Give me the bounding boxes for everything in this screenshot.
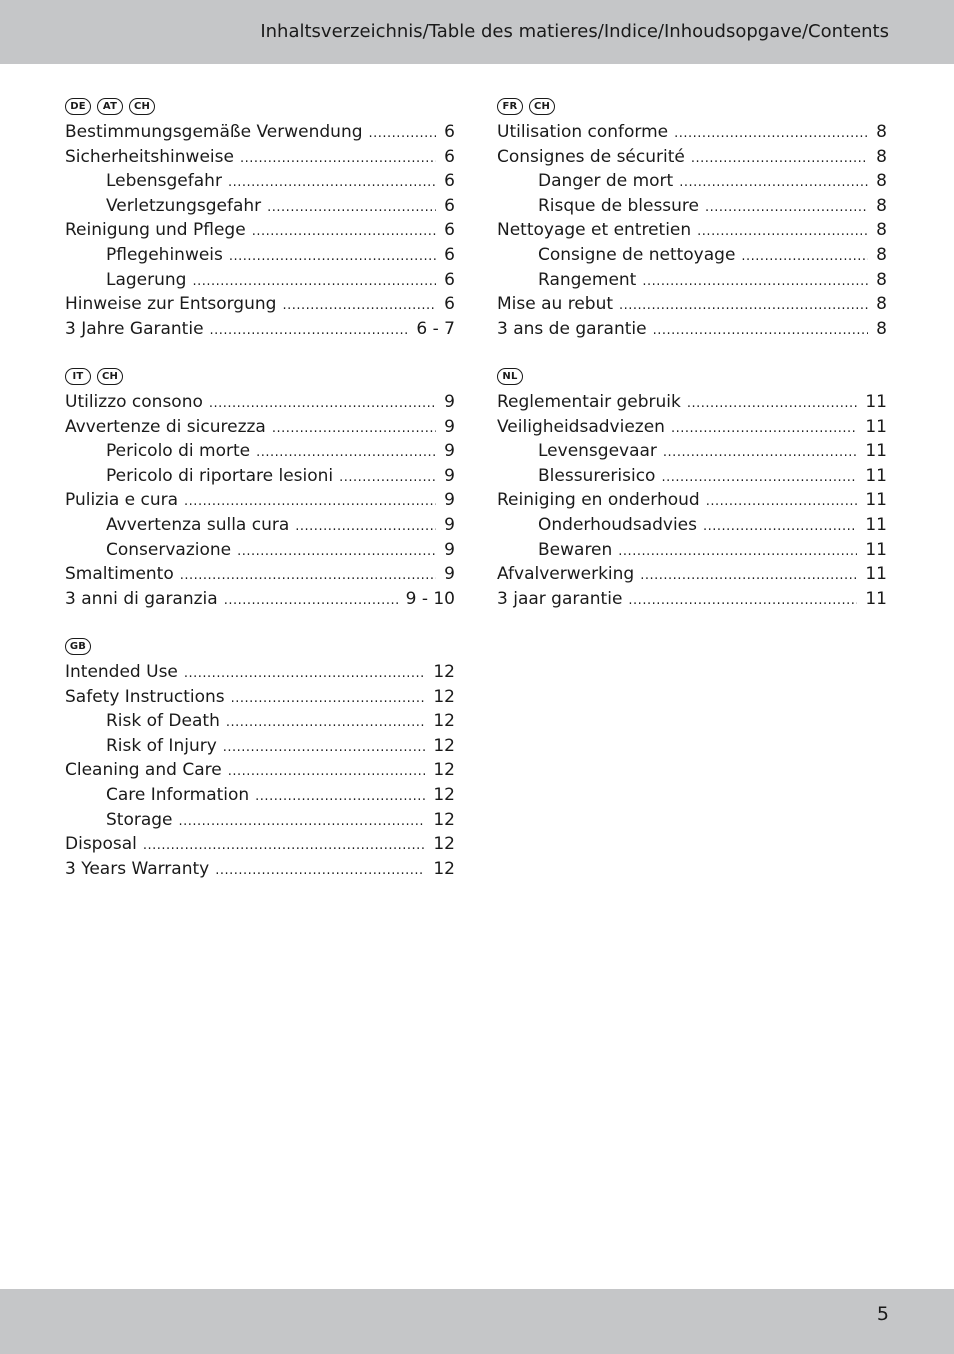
toc-entry-title: Disposal bbox=[65, 834, 137, 855]
toc-entry-title: Blessurerisico bbox=[538, 465, 656, 486]
toc-entry bbox=[497, 218, 887, 243]
toc-entry-title: Safety Instructions bbox=[65, 686, 225, 707]
toc-entry-page: 12 bbox=[433, 858, 455, 879]
language-badge-nl: NL bbox=[497, 368, 523, 385]
toc-entry-page: 12 bbox=[433, 760, 455, 781]
toc-section-fr bbox=[497, 94, 887, 341]
language-badges bbox=[497, 364, 887, 388]
language-badge-de: DE bbox=[65, 98, 91, 115]
toc-entry-page: 11 bbox=[865, 392, 887, 412]
toc-entry-title: Conservazione bbox=[106, 539, 232, 560]
toc-entry bbox=[497, 390, 887, 415]
toc-entry-page: 8 bbox=[876, 269, 887, 290]
toc-entry-page: 12 bbox=[433, 711, 455, 732]
toc-dot-leader bbox=[240, 147, 436, 172]
toc-entry bbox=[497, 513, 887, 538]
toc-entry-title: 3 Years Warranty bbox=[65, 858, 210, 879]
toc-entries bbox=[497, 120, 887, 341]
toc-entry bbox=[497, 243, 887, 268]
toc-dot-leader bbox=[228, 760, 426, 785]
toc-dot-leader bbox=[223, 736, 426, 761]
language-badge-at: AT bbox=[97, 98, 123, 115]
toc-dot-leader bbox=[619, 294, 868, 319]
toc-dot-leader bbox=[192, 270, 436, 295]
toc-entry bbox=[65, 488, 455, 513]
toc-dot-leader bbox=[640, 564, 857, 589]
toc-entry-title: Smaltimento bbox=[65, 564, 174, 585]
toc-entry-title: Pflegehinweis bbox=[106, 244, 223, 265]
toc-entry-page: 6 - 7 bbox=[416, 318, 455, 339]
toc-dot-leader bbox=[179, 810, 426, 835]
toc-entry-page: 8 bbox=[876, 171, 887, 192]
toc-dot-leader bbox=[687, 392, 858, 417]
language-badge-it: IT bbox=[65, 368, 91, 385]
toc-entry-title: Consigne de nettoyage bbox=[538, 244, 736, 265]
toc-entry bbox=[65, 685, 455, 710]
toc-entry-title: 3 jaar garantie bbox=[497, 588, 623, 609]
toc-entry-title: Storage bbox=[106, 809, 173, 830]
toc-entries bbox=[65, 390, 455, 611]
toc-entry bbox=[497, 292, 887, 317]
toc-entry-page: 6 bbox=[444, 294, 455, 315]
toc-entry bbox=[65, 169, 455, 194]
toc-entry bbox=[497, 538, 887, 563]
toc-entry-page: 12 bbox=[433, 686, 455, 707]
toc-dot-leader bbox=[184, 490, 436, 515]
language-badges bbox=[65, 634, 455, 658]
toc-entry bbox=[497, 169, 887, 194]
toc-entry-page: 9 bbox=[444, 465, 455, 486]
toc-section-nl bbox=[497, 364, 887, 611]
toc-entry-title: Rangement bbox=[538, 269, 637, 290]
toc-entries bbox=[65, 120, 455, 341]
toc-entry-page: 8 bbox=[876, 122, 887, 142]
toc-entry bbox=[65, 832, 455, 857]
toc-entry bbox=[497, 488, 887, 513]
toc-entry-page: 8 bbox=[876, 146, 887, 167]
toc-entry bbox=[497, 268, 887, 293]
toc-entry-title: Intended Use bbox=[65, 662, 178, 682]
toc-entry-title: Utilizzo consono bbox=[65, 392, 203, 412]
toc-dot-leader bbox=[224, 589, 398, 614]
toc-entry-title: Consignes de sécurité bbox=[497, 146, 685, 167]
toc-dot-leader bbox=[703, 515, 857, 540]
toc-entry-title: Levensgevaar bbox=[538, 441, 657, 462]
toc-dot-leader bbox=[252, 220, 436, 245]
toc-entry-page: 8 bbox=[876, 244, 887, 265]
toc-entry bbox=[65, 390, 455, 415]
toc-entry-page: 6 bbox=[444, 195, 455, 216]
toc-dot-leader bbox=[706, 490, 858, 515]
toc-dot-leader bbox=[295, 515, 436, 540]
language-badge-ch: CH bbox=[97, 368, 123, 385]
toc-entry-title: Sicherheitshinweise bbox=[65, 146, 234, 167]
toc-entry-page: 6 bbox=[444, 220, 455, 241]
toc-entry-title: Utilisation conforme bbox=[497, 122, 669, 142]
toc-entry bbox=[497, 317, 887, 342]
toc-entry-title: Avvertenze di sicurezza bbox=[65, 416, 266, 437]
toc-entry-page: 9 bbox=[444, 539, 455, 560]
toc-entry-title: Pericolo di riportare lesioni bbox=[106, 465, 334, 486]
toc-section-de bbox=[65, 94, 455, 341]
toc-dot-leader bbox=[210, 319, 409, 344]
toc-entry-page: 9 bbox=[444, 514, 455, 535]
toc-entry bbox=[65, 317, 455, 342]
toc-entry bbox=[65, 734, 455, 759]
toc-dot-leader bbox=[741, 245, 868, 270]
toc-entries bbox=[65, 660, 455, 881]
toc-entry-title: Afvalverwerking bbox=[497, 564, 635, 585]
toc-entries bbox=[497, 390, 887, 611]
toc-entry bbox=[65, 145, 455, 170]
toc-entry-title: 3 ans de garantie bbox=[497, 318, 647, 339]
toc-dot-leader bbox=[229, 245, 436, 270]
toc-dot-leader bbox=[272, 417, 436, 442]
toc-entry-page: 11 bbox=[865, 564, 887, 585]
toc-entry-title: Reinigung und Pflege bbox=[65, 220, 246, 241]
toc-entry-title: Pericolo di morte bbox=[106, 441, 251, 462]
toc-entry-page: 6 bbox=[444, 269, 455, 290]
toc-entry-page: 6 bbox=[444, 122, 455, 142]
header-title: Inhaltsverzeichnis/Table des matieres/Indice/Inhoudsopgave/Contents bbox=[260, 21, 889, 42]
toc-entry bbox=[65, 194, 455, 219]
toc-entry-page: 12 bbox=[433, 809, 455, 830]
toc-entry bbox=[65, 562, 455, 587]
toc-entry-page: 9 bbox=[444, 490, 455, 511]
toc-entry bbox=[497, 145, 887, 170]
toc-entry-page: 8 bbox=[876, 294, 887, 315]
language-badge-fr: FR bbox=[497, 98, 523, 115]
toc-entry bbox=[497, 587, 887, 612]
toc-entry bbox=[65, 218, 455, 243]
toc-dot-leader bbox=[691, 147, 868, 172]
toc-entry bbox=[65, 660, 455, 685]
page-header bbox=[0, 0, 954, 64]
toc-dot-leader bbox=[618, 540, 857, 565]
language-badge-ch: CH bbox=[529, 98, 555, 115]
toc-entry bbox=[65, 292, 455, 317]
page-number: 5 bbox=[876, 1303, 889, 1325]
toc-entry-title: Cleaning and Care bbox=[65, 760, 222, 781]
toc-entry-title: Bewaren bbox=[538, 539, 613, 560]
toc-entry-title: Mise au rebut bbox=[497, 294, 614, 315]
toc-entry-title: 3 anni di garanzia bbox=[65, 588, 218, 609]
toc-entry bbox=[65, 709, 455, 734]
toc-entry bbox=[65, 783, 455, 808]
toc-entry-title: 3 Jahre Garantie bbox=[65, 318, 204, 339]
toc-entry bbox=[497, 439, 887, 464]
toc-dot-leader bbox=[663, 441, 857, 466]
toc-entry-title: Lagerung bbox=[106, 269, 187, 290]
toc-dot-leader bbox=[339, 466, 436, 491]
toc-entry-title: Risque de blessure bbox=[538, 195, 700, 216]
toc-entry-page: 12 bbox=[433, 784, 455, 805]
toc-entry-page: 8 bbox=[876, 195, 887, 216]
toc-dot-leader bbox=[255, 785, 425, 810]
toc-dot-leader bbox=[209, 392, 436, 417]
toc-entry-title: Lebensgefahr bbox=[106, 171, 222, 192]
toc-entry-title: Hinweise zur Entsorgung bbox=[65, 294, 277, 315]
toc-dot-leader bbox=[256, 441, 436, 466]
toc-entry-title: Reglementair gebruik bbox=[497, 392, 681, 412]
toc-dot-leader bbox=[674, 122, 868, 147]
toc-entry bbox=[65, 758, 455, 783]
language-badges bbox=[497, 94, 887, 118]
toc-section-gb bbox=[65, 634, 455, 881]
toc-entry-page: 9 bbox=[444, 441, 455, 462]
toc-entry-title: Nettoyage et entretien bbox=[497, 220, 692, 241]
toc-dot-leader bbox=[642, 270, 868, 295]
toc-dot-leader bbox=[184, 662, 425, 687]
toc-entry-page: 9 bbox=[444, 392, 455, 412]
toc-entry bbox=[65, 587, 455, 612]
toc-dot-leader bbox=[215, 859, 425, 884]
toc-entry-title: Bestimmungsgemäße Verwendung bbox=[65, 122, 363, 142]
toc-entry-title: Danger de mort bbox=[538, 171, 674, 192]
toc-entry-title: Veiligheidsadviezen bbox=[497, 416, 665, 437]
toc-entry bbox=[497, 120, 887, 145]
toc-dot-leader bbox=[282, 294, 436, 319]
toc-entry-title: Verletzungsgefahr bbox=[106, 195, 262, 216]
toc-dot-leader bbox=[231, 687, 426, 712]
toc-dot-leader bbox=[628, 589, 857, 614]
toc-dot-leader bbox=[180, 564, 436, 589]
toc-dot-leader bbox=[653, 319, 869, 344]
toc-dot-leader bbox=[705, 196, 868, 221]
toc-entry bbox=[497, 464, 887, 489]
toc-dot-leader bbox=[697, 220, 868, 245]
toc-entry bbox=[497, 194, 887, 219]
toc-entry-page: 11 bbox=[865, 490, 887, 511]
toc-entry bbox=[65, 268, 455, 293]
language-badges bbox=[65, 94, 455, 118]
toc-entry-title: Reiniging en onderhoud bbox=[497, 490, 700, 511]
toc-entry bbox=[65, 538, 455, 563]
toc-dot-leader bbox=[267, 196, 436, 221]
toc-dot-leader bbox=[369, 122, 437, 147]
toc-entry bbox=[65, 120, 455, 145]
toc-entry-title: Risk of Injury bbox=[106, 735, 217, 756]
toc-entry-page: 11 bbox=[865, 514, 887, 535]
toc-entry-page: 12 bbox=[433, 735, 455, 756]
toc-entry-title: Onderhoudsadvies bbox=[538, 514, 698, 535]
toc-entry-page: 12 bbox=[433, 662, 455, 682]
toc-entry-page: 11 bbox=[865, 465, 887, 486]
toc-entry-page: 11 bbox=[865, 588, 887, 609]
toc-entry-page: 11 bbox=[865, 539, 887, 560]
toc-entry-title: Care Information bbox=[106, 784, 250, 805]
toc-dot-leader bbox=[679, 171, 868, 196]
toc-entry-page: 9 - 10 bbox=[405, 588, 455, 609]
toc-entry bbox=[65, 808, 455, 833]
toc-dot-leader bbox=[661, 466, 857, 491]
toc-entry bbox=[65, 243, 455, 268]
toc-section-it bbox=[65, 364, 455, 611]
toc-dot-leader bbox=[237, 540, 436, 565]
toc-dot-leader bbox=[671, 417, 857, 442]
language-badge-gb: GB bbox=[65, 638, 91, 655]
toc-entry-page: 8 bbox=[876, 220, 887, 241]
toc-entry bbox=[497, 415, 887, 440]
toc-entry bbox=[65, 439, 455, 464]
language-badges bbox=[65, 364, 455, 388]
toc-entry bbox=[497, 562, 887, 587]
toc-entry-title: Pulizia e cura bbox=[65, 490, 179, 511]
toc-dot-leader bbox=[226, 711, 426, 736]
toc-entry-page: 8 bbox=[876, 318, 887, 339]
toc-entry-page: 11 bbox=[865, 441, 887, 462]
toc-entry-page: 6 bbox=[444, 171, 455, 192]
toc-entry bbox=[65, 464, 455, 489]
page-footer bbox=[0, 1289, 954, 1354]
toc-entry bbox=[65, 513, 455, 538]
toc-entry bbox=[65, 415, 455, 440]
toc-entry-page: 12 bbox=[433, 834, 455, 855]
toc-entry-page: 6 bbox=[444, 244, 455, 265]
toc-entry-title: Risk of Death bbox=[106, 711, 220, 732]
toc-dot-leader bbox=[143, 834, 425, 859]
toc-dot-leader bbox=[228, 171, 436, 196]
toc-entry-page: 6 bbox=[444, 146, 455, 167]
toc-entry bbox=[65, 857, 455, 882]
toc-entry-title: Avvertenza sulla cura bbox=[106, 514, 290, 535]
language-badge-ch: CH bbox=[129, 98, 155, 115]
toc-entry-page: 9 bbox=[444, 416, 455, 437]
toc-entry-page: 11 bbox=[865, 416, 887, 437]
toc-entry-page: 9 bbox=[444, 564, 455, 585]
